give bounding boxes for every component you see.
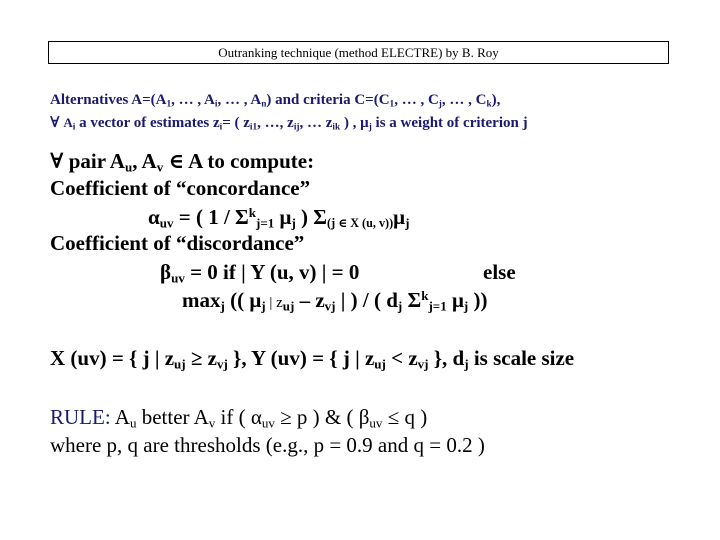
max-text4: – z xyxy=(294,288,325,312)
alpha-text2: μ xyxy=(274,205,292,229)
mu-sub: j xyxy=(291,215,296,231)
max-text6: Σ xyxy=(402,288,422,312)
max-text2: (( μ xyxy=(224,288,262,312)
zij-sub: ij xyxy=(293,122,300,133)
criteria-start: ) and criteria C=(C xyxy=(266,92,390,108)
ai-sub: i xyxy=(72,122,76,133)
alternatives-line xyxy=(50,92,500,109)
uj-sub: uj xyxy=(174,356,186,372)
vj-sub: vj xyxy=(324,298,336,314)
uj2-sub: uj xyxy=(374,356,386,372)
pair-text: ∀ pair A xyxy=(50,149,125,173)
alpha-symbol: α xyxy=(148,205,160,229)
max-text3: | z xyxy=(265,295,283,311)
sets-text1: X (uv) = { j | z xyxy=(50,346,175,370)
crit-sep2: , … , C xyxy=(441,92,487,108)
rule-text2: better A xyxy=(136,405,209,429)
rule-label: RULE: xyxy=(50,405,111,429)
zik-sub: ik xyxy=(332,122,341,133)
vector-sep: , …, z xyxy=(257,115,294,131)
u-sub: u xyxy=(129,415,137,431)
discordance-heading: Coefficient of “discordance” xyxy=(50,231,305,255)
sets-text3: }, Y (uv) = { j | z xyxy=(227,346,375,370)
sets-text2: ≥ z xyxy=(185,346,217,370)
rule-text1: A xyxy=(110,405,130,429)
vector-eq: = ( z xyxy=(222,115,250,131)
alt-sep: , … , A xyxy=(171,92,215,108)
dj-sub: j xyxy=(397,298,403,314)
csub-j: j xyxy=(438,99,442,110)
alpha-sub: uv xyxy=(159,215,174,231)
vector-text: a vector of estimates z xyxy=(79,115,220,131)
au-sub: u xyxy=(124,159,133,175)
vj-sub: vj xyxy=(216,356,228,372)
rule-text3: if ( α xyxy=(215,405,262,429)
j-sub: j=1 xyxy=(256,215,275,231)
uj-sub: uj xyxy=(282,298,295,314)
v-sub: v xyxy=(208,415,216,431)
pair-text2: , A xyxy=(132,149,157,173)
csub-k: k xyxy=(486,99,492,110)
beta-sub: uv xyxy=(171,270,185,286)
beta-symbol: β xyxy=(160,260,172,284)
sub-n: n xyxy=(261,99,267,110)
zi1-sub: i1 xyxy=(249,122,258,133)
beta-text: = 0 if | Y (u, v) | = 0 xyxy=(184,260,360,284)
else-text: else xyxy=(483,260,516,284)
sets-text4: < z xyxy=(385,346,418,370)
sets-text6: is scale size xyxy=(468,346,575,370)
weight-text: is a weight of criterion j xyxy=(375,115,528,131)
a-i: A xyxy=(63,115,73,130)
beta-formula xyxy=(160,260,680,285)
sum-sub: (j ∈ X (u, v)) xyxy=(327,216,394,231)
rule-line xyxy=(50,405,427,430)
sub-1: 1 xyxy=(166,99,172,110)
max-text: max xyxy=(182,288,221,312)
vj2-sub: vj xyxy=(417,356,429,372)
vector-line xyxy=(50,113,528,132)
max-text8: )) xyxy=(468,288,488,312)
k-sup: k xyxy=(421,287,429,303)
alpha-text4: μ xyxy=(393,205,406,229)
zi-sub: i xyxy=(219,122,223,133)
alt-sep2: , … , A xyxy=(217,92,262,108)
slide-title: Outranking technique (method ELECTRE) by B. Roy xyxy=(48,41,669,64)
rule-text5: ≤ q ) xyxy=(382,405,428,429)
forall-symbol: ∀ xyxy=(50,113,60,131)
alpha-formula xyxy=(148,205,409,230)
vector-mu: ) , μ xyxy=(343,115,369,131)
sub-i: i xyxy=(214,99,218,110)
alpha-text3: ) Σ xyxy=(295,205,328,229)
alpha-text1: = ( 1 / Σ xyxy=(173,205,249,229)
k-sup: k xyxy=(248,204,257,220)
beta-sub: uv xyxy=(369,415,383,431)
alternatives-label: Alternatives xyxy=(50,92,129,108)
where-line: where p, q are thresholds (e.g., p = 0.9 and q = 0.2 ) xyxy=(50,433,485,457)
crit-sep: , … , C xyxy=(394,92,439,108)
dj-sub: j xyxy=(464,356,469,372)
mu2-sub: j xyxy=(405,215,410,231)
vector-sep2: , … z xyxy=(299,115,333,131)
pair-line xyxy=(50,148,314,174)
alpha-sub: uv xyxy=(261,415,275,431)
rule-text4: ≥ p ) & ( β xyxy=(274,405,370,429)
pair-text3: ∈ A to compute: xyxy=(168,149,315,173)
max-sub: j xyxy=(220,298,225,314)
max-formula xyxy=(182,288,487,313)
concordance-heading: Coefficient of “concordance” xyxy=(50,176,311,200)
criteria-end: ), xyxy=(491,92,501,108)
mu2-sub: j xyxy=(463,298,469,314)
j1-sub: j=1 xyxy=(428,298,447,314)
csub-1: 1 xyxy=(389,99,395,110)
mu-sub: j xyxy=(261,298,266,314)
max-text7: μ xyxy=(446,288,464,312)
sets-line xyxy=(50,346,574,371)
max-text5: | ) / ( d xyxy=(335,288,398,312)
mu-sub: j xyxy=(368,122,372,133)
sets-text5: }, d xyxy=(428,346,465,370)
alternatives-set-start: A=(A xyxy=(131,92,167,108)
av-sub: v xyxy=(156,159,164,175)
